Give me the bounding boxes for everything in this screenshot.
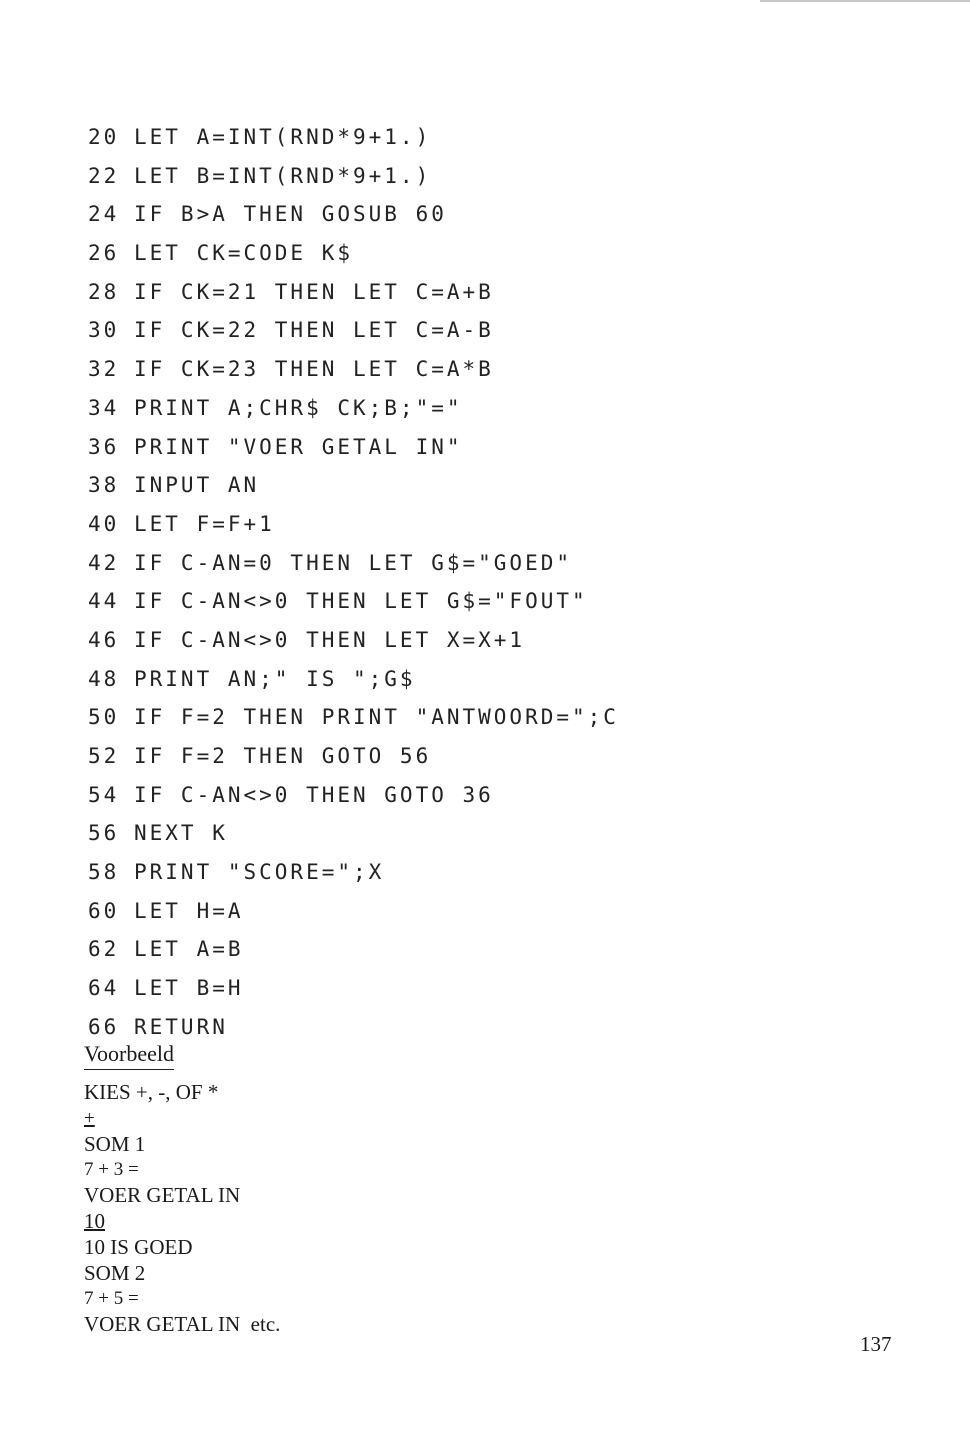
example-line	[84, 1080, 280, 1106]
code-line	[88, 234, 619, 273]
line-number: 20	[88, 125, 120, 149]
example-title: Voorbeeld	[84, 1040, 174, 1070]
statement: IF C-AN<>0 THEN LET X=X+1	[134, 627, 526, 652]
statement: IF CK=22 THEN LET C=A-B	[134, 318, 494, 343]
code-line	[88, 273, 619, 312]
example-line	[84, 1312, 280, 1338]
statement: LET F=F+1	[134, 511, 275, 536]
line-number: 44	[88, 589, 120, 614]
line-number: 28	[88, 279, 120, 304]
code-line	[88, 350, 619, 389]
line-number: 54	[88, 782, 120, 807]
code-line	[88, 853, 619, 892]
statement: LET A=INT(RND*9+1.)	[134, 125, 432, 149]
line-number: 26	[88, 241, 120, 266]
example-line	[84, 1286, 280, 1312]
code-line	[88, 621, 619, 660]
line-number: 40	[88, 511, 120, 536]
basic-code-listing	[88, 118, 619, 1047]
code-line	[88, 157, 619, 196]
example-line	[84, 1209, 280, 1235]
code-line	[88, 195, 619, 234]
code-line	[88, 311, 619, 350]
example-line	[84, 1132, 280, 1158]
code-line	[88, 582, 619, 621]
statement: LET B=INT(RND*9+1.)	[134, 163, 432, 188]
statement: PRINT A;CHR$ CK;B;"="	[134, 395, 463, 420]
statement: IF CK=23 THEN LET C=A*B	[134, 357, 494, 382]
statement: IF F=2 THEN GOTO 56	[134, 744, 432, 768]
line-number: 34	[88, 395, 120, 420]
page-number: 137	[860, 1332, 892, 1356]
statement: IF C-AN<>0 THEN LET G$="FOUT"	[134, 589, 588, 614]
line-number: 46	[88, 627, 120, 652]
example-line	[84, 1106, 280, 1132]
user-input-text: +	[84, 1107, 95, 1129]
code-line	[88, 389, 619, 428]
top-edge-rule	[760, 0, 970, 2]
output-text: VOER GETAL IN etc.	[84, 1312, 281, 1337]
statement: PRINT "VOER GETAL IN"	[134, 434, 463, 459]
example-line	[84, 1235, 280, 1261]
statement: PRINT AN;" IS ";G$	[134, 666, 416, 691]
line-number: 24	[88, 202, 120, 227]
line-number: 48	[88, 666, 120, 691]
output-text: 7 + 3 =	[84, 1159, 139, 1181]
example-line	[84, 1183, 280, 1209]
example-line	[84, 1157, 280, 1183]
code-line	[88, 776, 619, 815]
code-line	[88, 544, 619, 583]
output-text: 10 IS GOED	[84, 1234, 193, 1259]
statement: NEXT K	[134, 821, 228, 846]
line-number: 38	[88, 473, 120, 498]
line-number: 58	[88, 860, 120, 885]
statement: IF B>A THEN GOSUB 60	[134, 202, 447, 227]
line-number: 52	[88, 744, 120, 768]
example-line	[84, 1261, 280, 1287]
example-output	[84, 1080, 280, 1338]
statement: IF CK=21 THEN LET C=A+B	[134, 279, 494, 304]
statement: LET H=A	[134, 898, 244, 923]
code-line	[88, 930, 619, 969]
line-number: 50	[88, 705, 120, 730]
statement: RETURN	[134, 1014, 228, 1039]
statement: LET B=H	[134, 976, 244, 1001]
user-input-text: 10	[84, 1208, 105, 1233]
line-number: 64	[88, 976, 120, 1001]
statement: PRINT "SCORE=";X	[134, 860, 385, 885]
line-number: 30	[88, 318, 120, 343]
line-number: 42	[88, 550, 120, 575]
output-text: SOM 2	[84, 1260, 146, 1285]
statement: IF F=2 THEN PRINT "ANTWOORD=";C	[134, 705, 619, 730]
code-line	[88, 428, 619, 467]
line-number: 36	[88, 434, 120, 459]
statement: IF C-AN=0 THEN LET G$="GOED"	[134, 550, 573, 575]
example-section	[84, 1040, 280, 1338]
code-line	[88, 737, 619, 776]
statement: INPUT AN	[134, 473, 260, 498]
statement: LET A=B	[134, 937, 244, 962]
line-number: 60	[88, 898, 120, 923]
statement: LET CK=CODE K$	[134, 241, 354, 266]
code-line	[88, 466, 619, 505]
code-line	[88, 505, 619, 544]
output-text: SOM 1	[84, 1131, 146, 1156]
line-number: 56	[88, 821, 120, 846]
code-line	[88, 118, 619, 157]
line-number: 66	[88, 1014, 120, 1039]
output-text: KIES +, -, OF *	[84, 1080, 219, 1104]
code-line	[88, 892, 619, 931]
code-line	[88, 698, 619, 737]
line-number: 22	[88, 163, 120, 188]
output-text: 7 + 5 =	[84, 1288, 139, 1310]
line-number: 62	[88, 937, 120, 962]
code-line	[88, 969, 619, 1008]
output-text: VOER GETAL IN	[84, 1183, 241, 1208]
statement: IF C-AN<>0 THEN GOTO 36	[134, 782, 494, 807]
code-line	[88, 814, 619, 853]
line-number: 32	[88, 357, 120, 382]
code-line	[88, 660, 619, 699]
